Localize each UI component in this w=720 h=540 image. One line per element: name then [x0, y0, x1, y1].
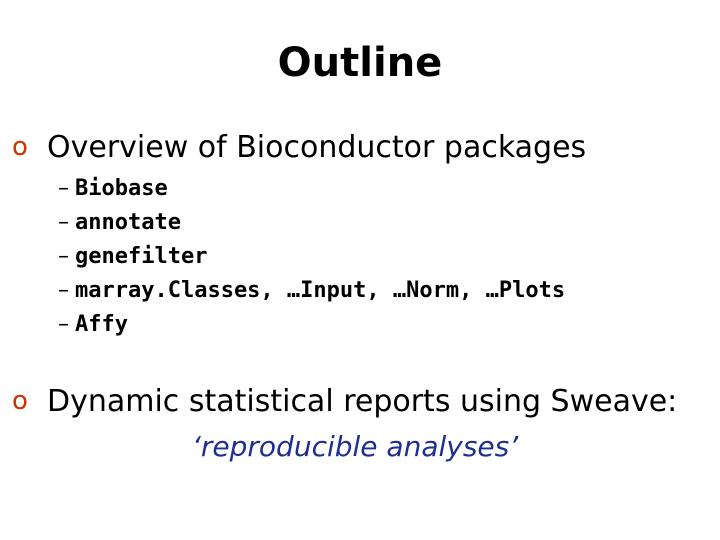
list-item-label: marray.Classes, …Input, …Norm, …Plots	[75, 278, 566, 303]
dash-icon: –	[58, 176, 69, 201]
bullet-sweave	[12, 384, 712, 419]
package-list	[58, 172, 708, 342]
slide-title: Outline	[277, 40, 443, 86]
dash-icon: –	[58, 244, 69, 269]
bullet-text: Overview of Bioconductor packages	[47, 130, 587, 165]
list-item-label: genefilter	[75, 244, 208, 269]
dash-icon: –	[58, 278, 69, 303]
list-item	[58, 172, 708, 206]
list-item-label: Biobase	[75, 176, 168, 201]
bullet-overview	[12, 130, 712, 165]
list-item-label: Affy	[75, 312, 128, 337]
dash-icon: –	[58, 210, 69, 235]
list-item	[58, 206, 708, 240]
list-item	[58, 308, 708, 342]
bullet-marker-icon: o	[12, 386, 28, 416]
dash-icon: –	[58, 312, 69, 337]
bullet-text: Dynamic statistical reports using Sweave:	[47, 384, 678, 419]
reproducible-analyses-note: ‘reproducible analyses’	[192, 430, 519, 463]
bullet-marker-icon: o	[12, 132, 28, 162]
list-item-label: annotate	[75, 210, 181, 235]
list-item	[58, 240, 708, 274]
list-item	[58, 274, 708, 308]
